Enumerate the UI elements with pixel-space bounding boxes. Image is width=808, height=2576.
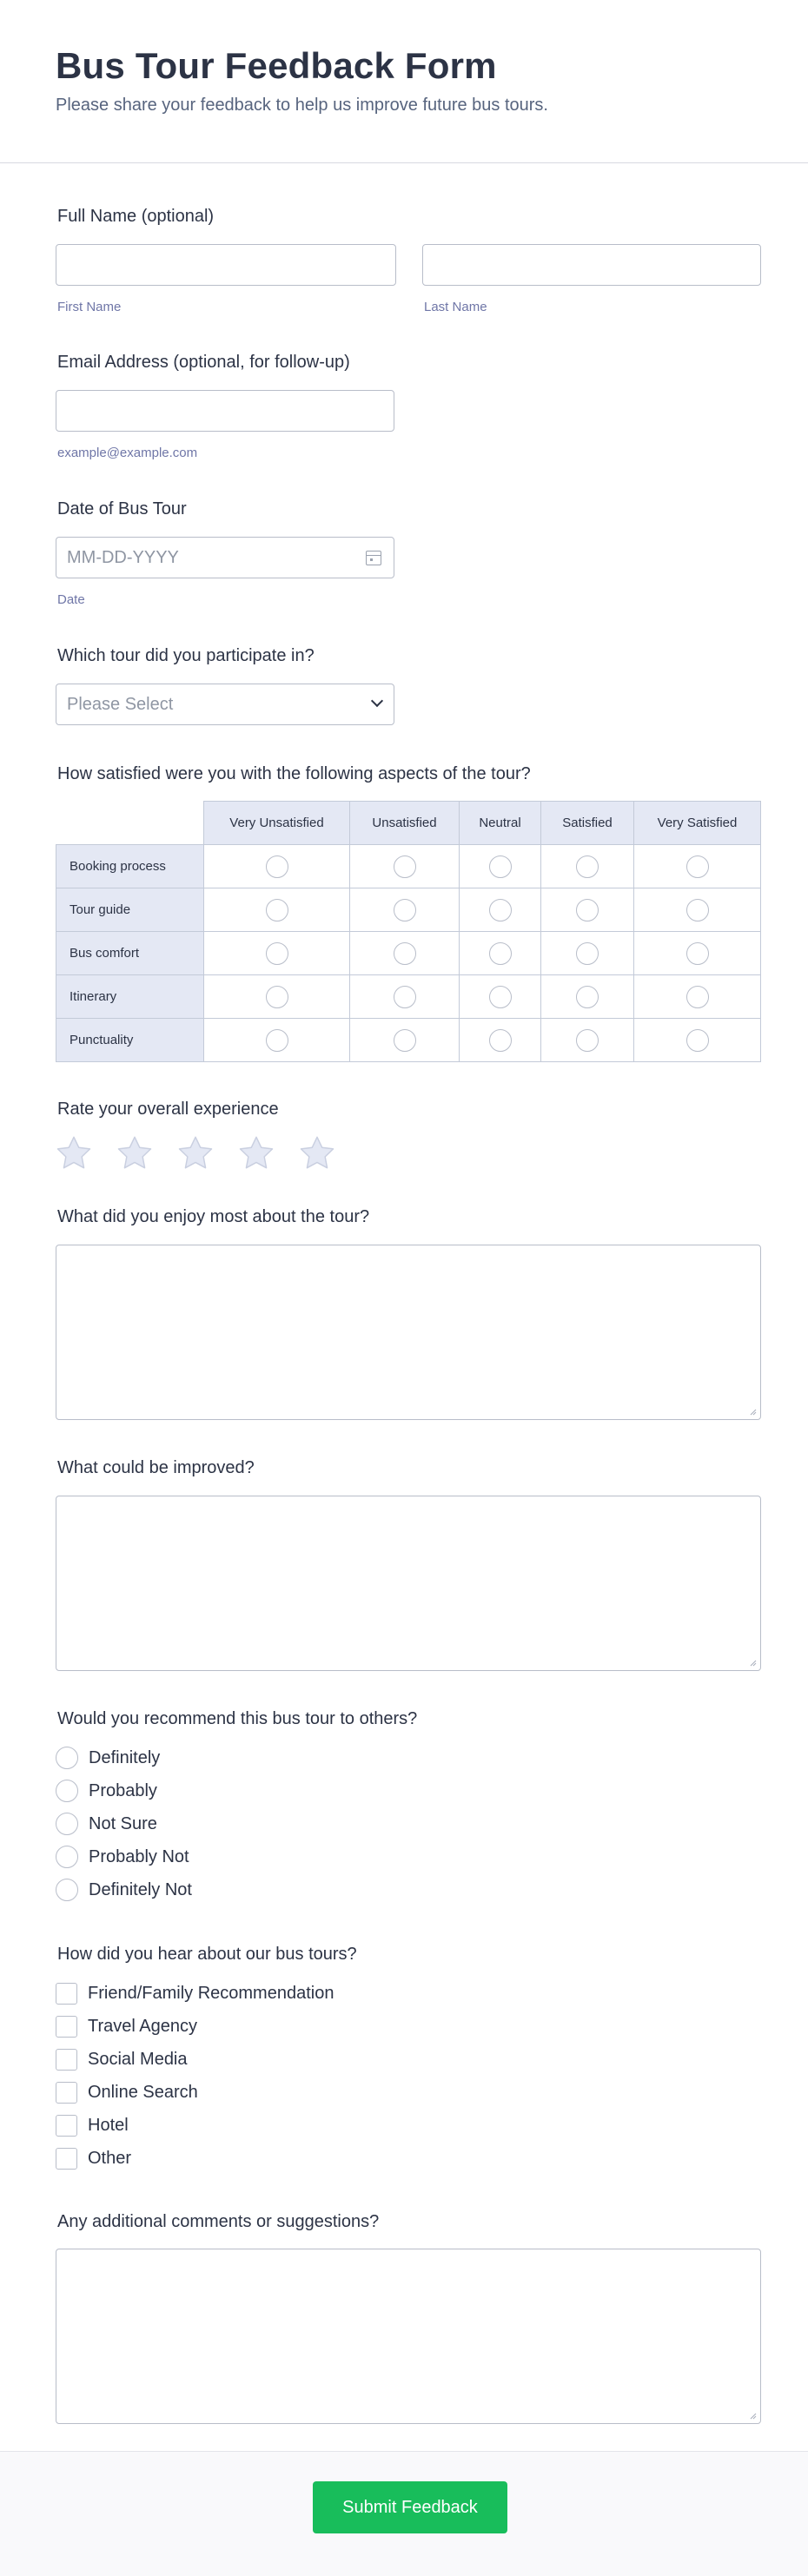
matrix-radio[interactable] [686, 986, 709, 1008]
matrix-row-label: Itinerary [56, 975, 204, 1019]
recommend-option[interactable] [56, 1845, 189, 1869]
matrix-radio[interactable] [576, 899, 599, 921]
checkbox[interactable] [56, 2115, 77, 2137]
email-label: Email Address (optional, for follow-up) [57, 353, 350, 372]
star-icon[interactable] [176, 1134, 215, 1172]
recommend-option[interactable] [56, 1779, 157, 1803]
hear-option-label: Travel Agency [88, 2016, 197, 2036]
star-icon[interactable] [115, 1134, 155, 1172]
recommend-option-label: Definitely Not [89, 1879, 192, 1899]
resize-grip-icon[interactable] [748, 1658, 757, 1667]
star-icon[interactable] [54, 1134, 94, 1172]
matrix-radio[interactable] [266, 942, 288, 965]
star-icon[interactable] [236, 1134, 276, 1172]
resize-grip-icon[interactable] [748, 1407, 757, 1416]
improve-textarea[interactable] [56, 1496, 761, 1671]
email-input[interactable] [56, 390, 394, 432]
hear-option-label: Social Media [88, 2049, 188, 2069]
matrix-col-header: Very Satisfied [634, 802, 761, 845]
form-subtitle: Please share your feedback to help us improve future bus tours. [56, 96, 548, 115]
email-sublabel: example@example.com [57, 446, 198, 460]
checkbox[interactable] [56, 2082, 77, 2104]
hear-option[interactable] [56, 2146, 131, 2170]
date-label: Date of Bus Tour [57, 499, 187, 519]
matrix-radio[interactable] [489, 1029, 512, 1052]
matrix-radio[interactable] [686, 855, 709, 878]
recommend-option-label: Not Sure [89, 1813, 157, 1833]
enjoy-label: What did you enjoy most about the tour? [57, 1207, 370, 1226]
matrix-radio[interactable] [686, 899, 709, 921]
rating-label: Rate your overall experience [57, 1100, 279, 1119]
matrix-row [56, 932, 761, 975]
matrix-col-header: Unsatisfied [350, 802, 460, 845]
comments-textarea[interactable] [56, 2249, 761, 2424]
checkbox[interactable] [56, 1983, 77, 2005]
satisfaction-matrix [56, 801, 761, 1062]
recommend-label: Would you recommend this bus tour to others? [57, 1709, 418, 1728]
checkbox[interactable] [56, 2016, 77, 2038]
recommend-option[interactable] [56, 1878, 192, 1902]
hear-option-label: Friend/Family Recommendation [88, 1983, 334, 2003]
chevron-down-icon [371, 695, 383, 707]
form-header [0, 0, 808, 163]
hear-label: How did you hear about our bus tours? [57, 1945, 357, 1964]
form-title: Bus Tour Feedback Form [56, 45, 497, 86]
radio-button[interactable] [56, 1813, 78, 1835]
date-placeholder: MM-DD-YYYY [67, 548, 179, 567]
matrix-radio[interactable] [266, 855, 288, 878]
matrix-row [56, 1019, 761, 1062]
matrix-radio[interactable] [576, 1029, 599, 1052]
matrix-radio[interactable] [576, 942, 599, 965]
recommend-option-label: Probably [89, 1780, 157, 1800]
radio-button[interactable] [56, 1846, 78, 1868]
checkbox[interactable] [56, 2148, 77, 2170]
matrix-col-header: Neutral [460, 802, 541, 845]
matrix-radio[interactable] [394, 899, 416, 921]
submit-button[interactable]: Submit Feedback [313, 2481, 507, 2533]
satisfaction-label: How satisfied were you with the following aspects of the tour? [57, 764, 531, 783]
star-icon[interactable] [297, 1134, 337, 1172]
matrix-row-label: Tour guide [56, 888, 204, 932]
matrix-row [56, 975, 761, 1019]
matrix-radio[interactable] [266, 899, 288, 921]
matrix-radio[interactable] [394, 855, 416, 878]
matrix-radio[interactable] [266, 1029, 288, 1052]
matrix-row-label: Booking process [56, 845, 204, 888]
matrix-radio[interactable] [394, 986, 416, 1008]
matrix-radio[interactable] [266, 986, 288, 1008]
comments-label: Any additional comments or suggestions? [57, 2212, 380, 2231]
recommend-option[interactable] [56, 1812, 157, 1836]
last-name-sublabel: Last Name [424, 300, 487, 314]
date-sublabel: Date [57, 592, 85, 607]
matrix-radio[interactable] [686, 942, 709, 965]
recommend-option-label: Probably Not [89, 1846, 189, 1866]
matrix-radio[interactable] [576, 986, 599, 1008]
first-name-input[interactable] [56, 244, 396, 286]
hear-option[interactable] [56, 2080, 198, 2104]
hear-option-label: Other [88, 2148, 132, 2168]
matrix-radio[interactable] [686, 1029, 709, 1052]
matrix-radio[interactable] [394, 942, 416, 965]
matrix-radio[interactable] [576, 855, 599, 878]
matrix-radio[interactable] [489, 986, 512, 1008]
improve-label: What could be improved? [57, 1458, 255, 1477]
matrix-radio[interactable] [489, 899, 512, 921]
matrix-row-label: Punctuality [56, 1019, 204, 1062]
matrix-radio[interactable] [489, 855, 512, 878]
matrix-col-header: Very Unsatisfied [204, 802, 350, 845]
resize-grip-icon[interactable] [748, 2411, 757, 2420]
matrix-col-header: Satisfied [541, 802, 634, 845]
hear-option-label: Hotel [88, 2115, 129, 2135]
tour-label: Which tour did you participate in? [57, 646, 315, 665]
first-name-sublabel: First Name [57, 300, 122, 314]
radio-button[interactable] [56, 1747, 78, 1769]
enjoy-textarea[interactable] [56, 1245, 761, 1420]
radio-button[interactable] [56, 1780, 78, 1802]
hear-option-label: Online Search [88, 2082, 198, 2102]
tour-select[interactable] [56, 684, 394, 725]
matrix-row-label: Bus comfort [56, 932, 204, 975]
star-rating [54, 1134, 337, 1172]
matrix-row [56, 888, 761, 932]
hear-option[interactable] [56, 1981, 334, 2005]
full-name-label: Full Name (optional) [57, 207, 215, 226]
radio-button[interactable] [56, 1879, 78, 1901]
form-footer [0, 2451, 808, 2576]
hear-option[interactable] [56, 2014, 197, 2038]
hear-option[interactable] [56, 2113, 129, 2137]
matrix-radio[interactable] [394, 1029, 416, 1052]
last-name-input[interactable] [422, 244, 761, 286]
calendar-icon[interactable] [366, 551, 381, 565]
date-input[interactable] [56, 537, 394, 578]
matrix-radio[interactable] [489, 942, 512, 965]
hear-option[interactable] [56, 2047, 188, 2071]
matrix-corner [56, 802, 204, 845]
tour-select-value: Please Select [67, 695, 174, 714]
recommend-option-label: Definitely [89, 1747, 161, 1767]
checkbox[interactable] [56, 2049, 77, 2071]
matrix-row [56, 845, 761, 888]
recommend-option[interactable] [56, 1746, 160, 1770]
